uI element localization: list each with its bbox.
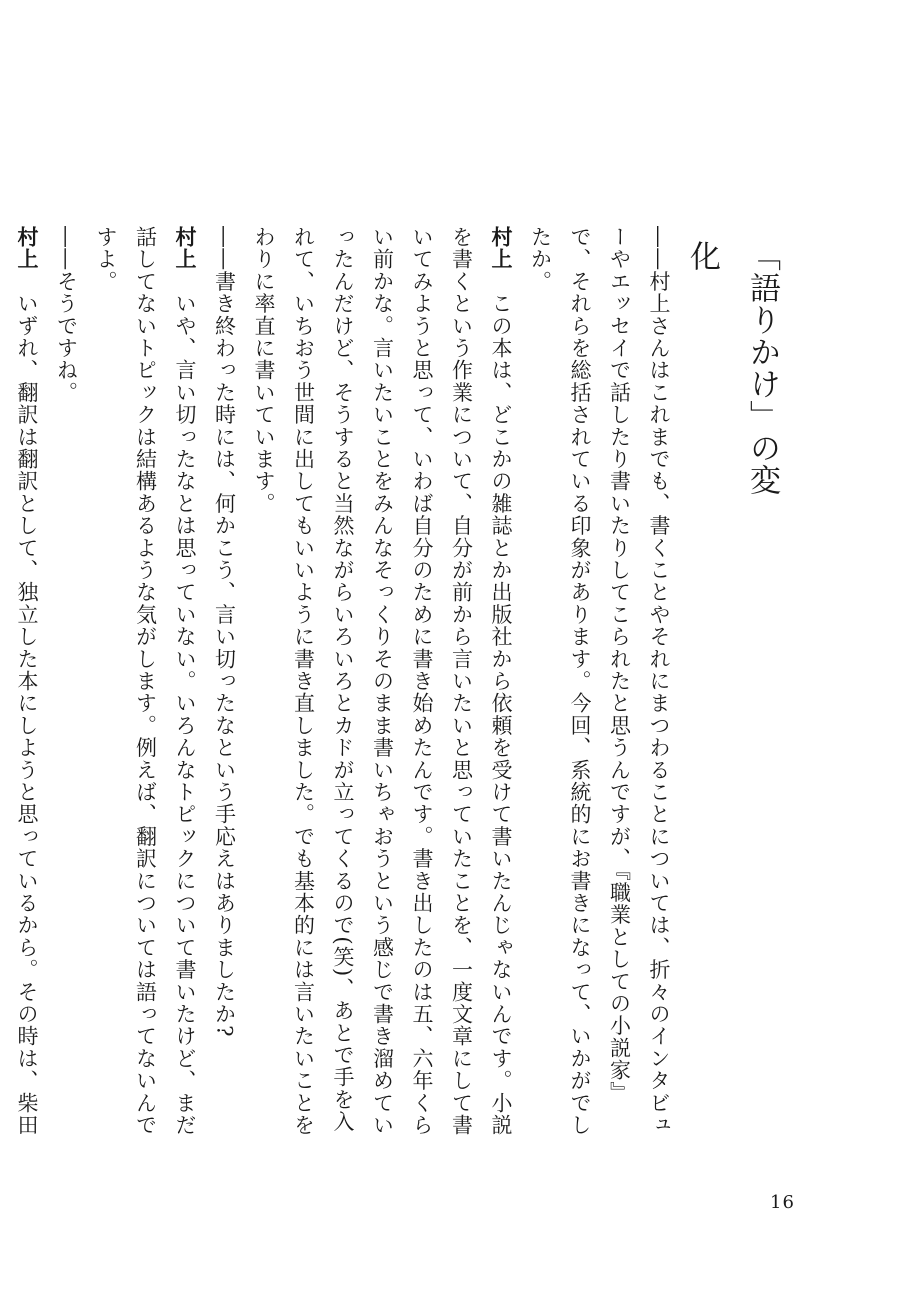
paragraph-text: いずれ、翻訳は翻訳として、独立した本にしようと思っているから。その時は、柴田 bbox=[15, 292, 39, 1137]
interviewer-dash: ―― bbox=[54, 226, 79, 271]
interviewer-dash: ―― bbox=[647, 226, 671, 271]
speaker-label: 村上 bbox=[15, 226, 39, 271]
paragraph bbox=[86, 226, 205, 1138]
body-text bbox=[0, 226, 678, 1138]
paragraph bbox=[520, 226, 678, 1138]
paragraph bbox=[46, 226, 86, 1138]
speaker-label: 村上 bbox=[173, 226, 197, 271]
paragraph-text: そうですね。 bbox=[54, 270, 79, 404]
section-heading: 「語りかけ」の変化 bbox=[684, 240, 780, 496]
speaker-label: 村上 bbox=[489, 226, 513, 271]
paragraph bbox=[0, 226, 46, 1138]
paragraph-text: 村上さんはこれまでも、書くことやそれにまつわることについては、折々のインタビューやエッセイで話したり書いたりしてこられたと思うんですが、『職業としての小説家』で、それらを総括されている印象があります。今回、系統的にお書きになって、いかがでしたか。 bbox=[528, 226, 671, 1137]
interviewer-dash: ―― bbox=[212, 226, 237, 271]
paragraph-text: いや、言い切ったなとは思っていない。いろんなトピックについて書いたけど、まだ話してないトピックは結構あるような気がします。例えば、翻訳については語ってないんですよ。 bbox=[94, 226, 197, 1137]
paragraph-text: この本は、どこかの雑誌とか出版社から依頼を受けて書いたんじゃないんです。小説を書くという作業について、自分が前から言いたいと思っていたことを、一度文章にして書いてみようと思って、いわば自分のために書き始めたんです。書き出したのは五、六年くらい前かな。言いたいことをみんなそっくりそのまま書いちゃおうという感じで書き溜めていったんだけど、そうすると当然ながらいろいろとカドが立ってくるので(笑)、あとで手を入れて、いちおう世間に出してもいいように書き直しました。でも基本的には言いたいことをわりに率直に書いています。 bbox=[252, 226, 513, 1137]
paragraph bbox=[244, 226, 521, 1138]
page-number: 16 bbox=[770, 1192, 795, 1213]
paragraph-text: 書き終わった時には、何かこう、言い切ったなという手応えはありましたか? bbox=[212, 270, 237, 1038]
paragraph bbox=[204, 226, 244, 1138]
